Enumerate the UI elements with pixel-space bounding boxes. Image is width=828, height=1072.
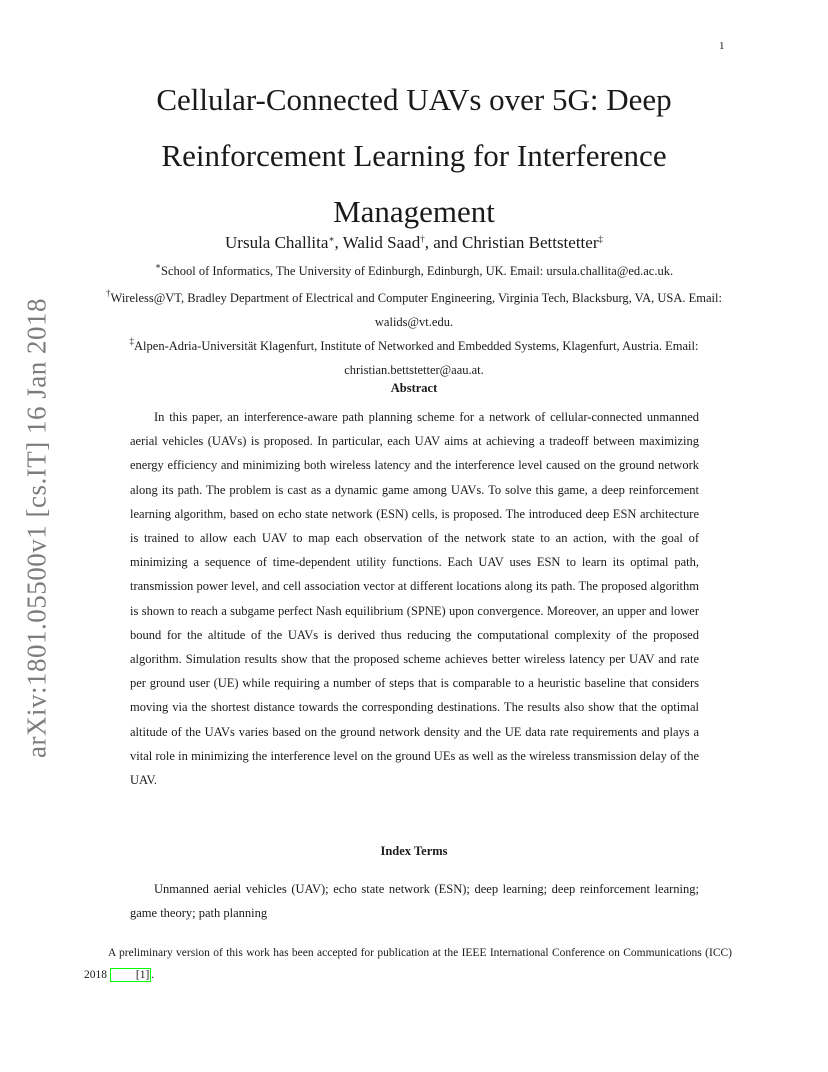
footnote-end: . — [151, 969, 155, 981]
abstract-heading: Abstract — [390, 381, 438, 395]
affiliation-mark: † — [106, 288, 111, 298]
author-mark: † — [420, 234, 425, 244]
author-name: Christian Bettstetter — [462, 233, 599, 252]
index-terms-body: Unmanned aerial vehicles (UAV); echo state network (ESN); deep learning; deep reinforcement learning; game theory; path planning — [130, 882, 699, 920]
author-name: Walid Saad — [342, 233, 421, 252]
footnote-text: A preliminary version of this work has been accepted for publication at the IEEE International Conference on Communications (ICC) 2018 — [84, 947, 732, 981]
author-separator: , — [334, 233, 343, 252]
index-terms-heading: Index Terms — [380, 844, 448, 858]
abstract-body: In this paper, an interference-aware path planning scheme for a network of cellular-connected unmanned aerial vehicles (UAVs) is proposed. In particular, each UAV aims at achieving a tradeoff between maximizing energy efficiency and minimizing both wireless latency and the interference level caused on the ground network along its path. The problem is cast as a dynamic game among UAVs. To solve this game, a deep reinforcement learning algorithm, based on echo state network (ESN) cells, is proposed. The introduced deep ESN architecture is trained to allow each UAV to map each observation of the network state to an action, with the goal of minimizing a sequence of time-dependent utility functions. Each UAV uses ESN to learn its optimal path, transmission power level, and cell association vector at different locations along its path. The proposed algorithm is shown to reach a subgame perfect Nash equilibrium (SPNE) upon convergence. Moreover, an upper and lower bound for the altitude of the UAVs is derived thus reducing the computational complexity of the proposed algorithm. Simulation results show that the proposed scheme achieves better wireless latency per UAV and rate per ground user (UE) while requiring a number of steps that is comparable to a heuristic baseline that considers moving via the shortest distance towards the corresponding destinations. The results also show that the optimal altitude of the UAVs varies based on the ground network density and the UE data rate requirements and plays a vital role in minimizing the interference level on the ground UEs as well as the wireless transmission delay of the UAV. — [130, 410, 699, 788]
author-separator: , and — [424, 233, 463, 252]
affiliation-mark: ∗ — [154, 261, 161, 271]
affiliation-text: School of Informatics, The University of Edinburgh, Edinburgh, UK. Email: ursula.challita@ed.ac.uk. — [161, 264, 674, 278]
citation-link[interactable]: [1] — [110, 968, 151, 982]
author-name: Ursula Challita — [225, 233, 329, 252]
affiliation-text: Alpen-Adria-Universität Klagenfurt, Institute of Networked and Embedded Systems, Klagenfurt, Austria. Email: christian.bettstetter@aau.at. — [134, 339, 699, 377]
arxiv-stamp: arXiv:1801.05500v1 [cs.IT] 16 Jan 2018 — [21, 298, 52, 758]
footnote — [84, 942, 732, 986]
affiliation-mark: ‡ — [129, 336, 135, 346]
author-list — [100, 232, 728, 254]
paper-title: Cellular-Connected UAVs over 5G: Deep Reinforcement Learning for Interference Management — [156, 82, 672, 229]
author-mark: ‡ — [598, 234, 603, 244]
affiliation-klagenfurt — [80, 334, 748, 382]
affiliation-virginia-tech — [80, 286, 748, 334]
page-number: 1 — [719, 40, 725, 52]
author-mark: ∗ — [328, 234, 335, 244]
affiliation-edinburgh — [80, 259, 748, 283]
affiliation-text: Wireless@VT, Bradley Department of Electrical and Computer Engineering, Virginia Tech, Blacksburg, VA, USA. Email: walids@vt.edu. — [110, 291, 722, 329]
